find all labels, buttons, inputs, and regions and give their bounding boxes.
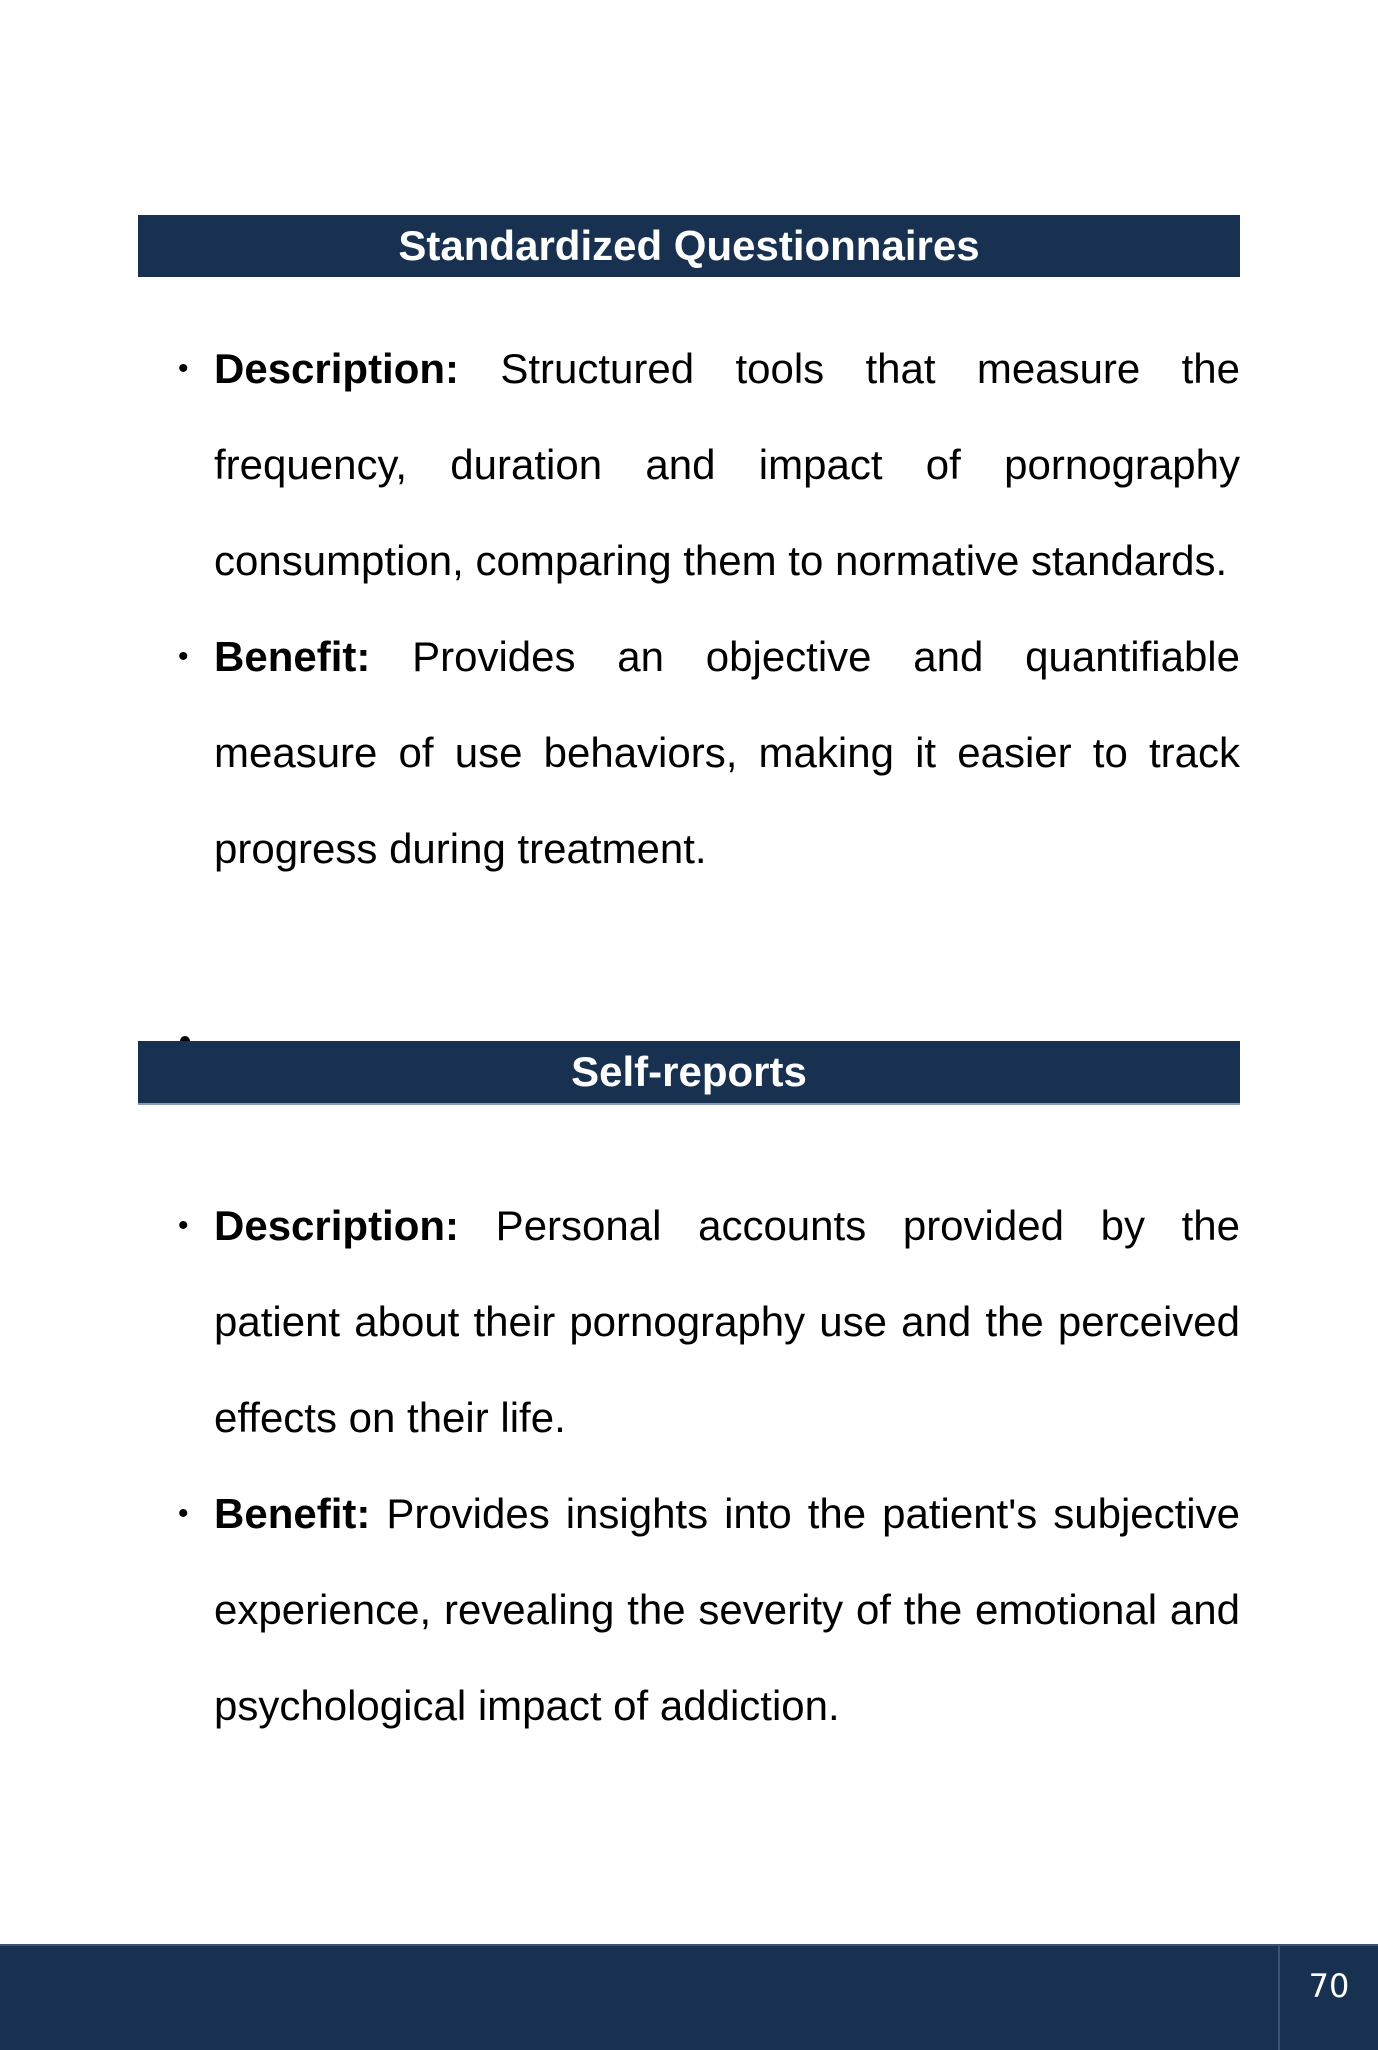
list-item-description <box>138 321 1240 609</box>
bullet-icon: • <box>178 1209 189 1242</box>
section-header-self-reports: Self-reports <box>138 1041 1240 1105</box>
section-header-standardized-questionnaires: Standardized Questionnaires <box>138 215 1240 277</box>
item-text: Personal accounts provided by the patient about their pornography use and the perceived effects on their life. <box>214 1202 1240 1441</box>
list-item-benefit <box>138 609 1240 897</box>
item-label: Description: <box>214 345 460 392</box>
item-label: Description: <box>214 1202 460 1249</box>
bullet-icon: • <box>178 352 189 385</box>
bullet-icon: • <box>178 640 189 673</box>
item-label: Benefit: <box>214 1490 371 1537</box>
bullet-icon: • <box>178 1497 189 1530</box>
item-text: Provides insights into the patient's subjective experience, revealing the severity of the emotional and psychological impact of addiction. <box>214 1490 1240 1729</box>
self-reports-list <box>138 1178 1240 1754</box>
standardized-questionnaires-list <box>138 321 1240 897</box>
item-text: Structured tools that measure the frequency, duration and impact of pornography consumption, comparing them to normative standards. <box>214 345 1240 584</box>
list-item-description <box>138 1178 1240 1466</box>
item-text: Provides an objective and quantifiable measure of use behaviors, making it easier to track progress during treatment. <box>214 633 1240 872</box>
item-label: Benefit: <box>214 633 371 680</box>
page-footer <box>0 1944 1378 2050</box>
page-number: 70 <box>1308 1967 1350 2005</box>
list-item-benefit <box>138 1466 1240 1754</box>
